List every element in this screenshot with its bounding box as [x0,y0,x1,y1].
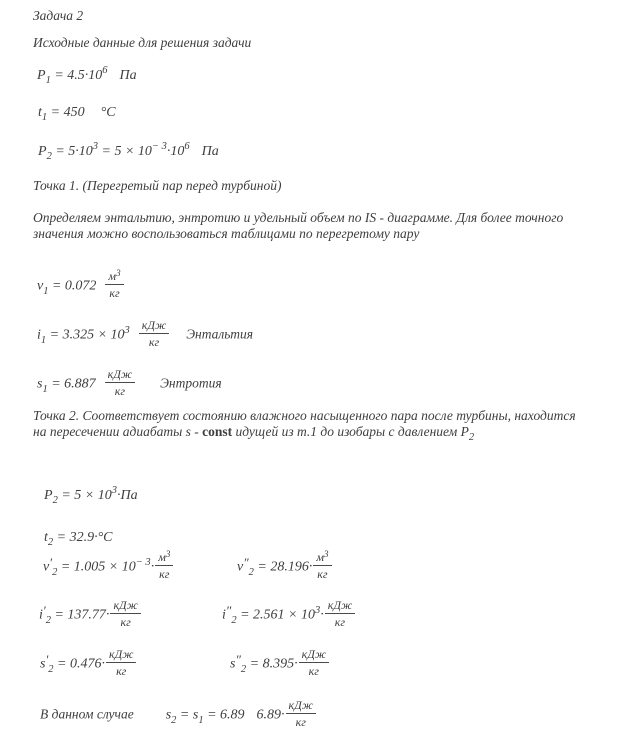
equation-text: = 450 [47,105,85,120]
equation-text: = 0.476· [53,656,105,672]
exponent: 3 [124,324,130,336]
equation-text: = [176,707,193,723]
var-symbol: P [37,68,46,83]
point2-heading-line1: Точка 2. Соответствует состоянию влажного насыщенного пара после турбины, находится [33,408,576,423]
var-symbol: v [237,559,244,575]
unit-numerator: кДж [299,648,329,663]
exponent: 3 [92,141,99,152]
paragraph-text: на пересечении адиабаты s - [33,424,203,439]
var-symbol: s [230,656,236,672]
unit-fraction-kjkg [286,699,316,728]
unit-denominator: кг [308,664,319,678]
equation-text: = 137.77· [50,607,110,623]
multiply-dot: · [150,559,155,575]
var-subscript: 2 [47,537,54,548]
exponent: 6 [184,141,190,152]
unit-numerator: кДж [139,319,169,334]
var-subscript: 2 [46,151,52,162]
unit-fraction-m3kg [313,551,331,580]
formula-v2-prime [43,549,174,582]
prime-mark: ″ [235,651,241,667]
multiply-dot: · [320,607,324,623]
footer-conclusion-line [40,698,317,730]
unit-numerator: м [316,550,325,564]
formula-p2-given [38,141,219,162]
formula-s1 [37,367,222,399]
point1-note-line2: значения можно воспользоваться таблицами по перегретому пару [33,226,420,241]
var-subscript: 2 [240,663,247,675]
unit-denominator: кг [120,615,131,629]
equation-text: = 5 × 10 [57,488,112,503]
var-symbol: v [43,559,50,575]
formula-p1 [37,65,137,86]
var-symbol: s [40,656,46,672]
equation-text: = 6.887 [47,376,96,392]
prime-mark: ″ [225,602,232,618]
var-symbol: s [37,376,43,392]
point1-note-line1: Определяем энтальтию, энтротию и удельный объем по IS - диаграмме. Для более точного [33,210,564,225]
equation-text: = 0.072 [48,278,97,294]
unit-label: Па [119,68,137,83]
unit-denominator: кг [114,384,126,398]
var-symbol: P [44,488,53,503]
equation-text: = 8.395· [246,656,298,672]
paragraph-text: идущей из т.1 до изобары с давлением [232,424,461,439]
formula-s2-prime [40,647,137,679]
var-subscript: 2 [45,614,51,626]
unit-fraction-m3kg [155,551,173,580]
equation-text: 6.89· [256,707,285,723]
task-title: Задача 2 [33,8,84,23]
unit-numerator: м [158,550,166,564]
equation-text: = 3.325 × 10 [46,327,125,343]
exponent: − 3 [151,141,167,152]
prime-mark: ″ [243,554,249,570]
formula-p2-value [44,485,138,506]
point2-heading-line2 [33,424,474,441]
equation-text: ·10 [166,144,185,159]
const-keyword: const [202,424,233,439]
var-subscript: 2 [171,714,177,726]
unit-numerator: кДж [110,599,140,614]
var-subscript: 1 [43,285,49,297]
var-subscript: 2 [468,432,475,443]
var-symbol: v [37,278,44,294]
unit-fraction-kjkg [139,319,169,348]
unit-fraction-kjkg [299,648,329,677]
exponent: − 3 [135,556,151,568]
unit-denominator: кг [317,567,328,581]
equation-text: = 6.89 [203,707,245,723]
unit-numerator: м [108,269,117,283]
unit-denominator: кг [295,715,306,729]
var-subscript: 1 [198,714,204,726]
unit-label: ·Па [116,488,138,503]
var-subscript: 1 [45,75,51,86]
unit-fraction-kjkg [106,648,136,677]
var-symbol: s [192,707,199,723]
equation-text: = 4.5·10 [50,68,103,83]
exponent: 3 [314,604,321,616]
var-subscript: 1 [41,112,48,123]
equation-text: = 5·10 [51,144,93,159]
intro-text: Исходные данные для решения задачи [33,35,252,50]
equation-text: = 1.005 × 10 [57,559,136,575]
unit-numerator: кДж [105,368,135,383]
prime-mark: ′ [45,651,49,667]
formula-i2-prime [39,598,142,630]
unit-label: Па [201,144,219,159]
formula-i2-doubleprime [222,598,356,630]
exponent: 6 [102,65,108,76]
prime-mark: ′ [49,554,53,570]
unit-exponent: 3 [165,549,171,559]
formula-t2 [44,530,113,546]
var-symbol: P [460,424,469,439]
unit-numerator: кДж [286,699,316,714]
var-symbol: P [38,144,47,159]
var-subscript: 1 [40,334,47,346]
formula-s2-doubleprime [230,647,330,679]
var-symbol: i [37,327,41,343]
equation-text: = 32.9·°C [53,530,113,545]
prime-mark: ′ [42,602,46,618]
var-subscript: 2 [231,614,237,626]
unit-denominator: кг [116,664,127,678]
unit-denominator: кг [109,286,120,300]
var-subscript: 2 [248,566,254,578]
var-symbol: i [39,607,43,623]
formula-t1 [38,105,116,121]
var-symbol: s [165,707,172,723]
var-symbol: i [222,607,226,623]
unit-label: °C [100,105,116,120]
point1-heading: Точка 1. (Перегретый пар перед турбиной) [33,178,282,193]
var-symbol: t [38,105,42,120]
unit-fraction-kjkg [105,368,135,397]
unit-fraction-kjkg [110,599,140,628]
var-subscript: 2 [52,566,58,578]
equation-text: = 5 × 10 [98,144,152,159]
entropy-label: Энтротия [160,375,222,391]
var-subscript: 1 [42,383,48,395]
enthalpy-label: Энтальтия [186,326,254,342]
unit-numerator: кДж [106,648,136,663]
exponent: 3 [111,485,117,496]
footer-text: В данном случае [40,706,134,722]
var-subscript: 2 [52,495,58,506]
formula-v1 [37,268,125,301]
equation-text: = 28.196· [253,559,313,575]
unit-exponent: 3 [324,549,329,559]
unit-fraction-m3kg [105,270,123,299]
formula-i1 [37,318,254,350]
unit-denominator: кг [334,615,346,629]
unit-denominator: кг [159,567,170,581]
unit-numerator: кДж [325,599,355,614]
var-symbol: t [44,530,48,545]
unit-exponent: 3 [116,268,121,278]
equation-text: = 2.561 × 10 [236,607,315,623]
var-subscript: 2 [48,663,54,675]
formula-v2-doubleprime [237,549,333,582]
unit-fraction-kjkg [325,599,355,628]
unit-denominator: кг [148,335,160,349]
